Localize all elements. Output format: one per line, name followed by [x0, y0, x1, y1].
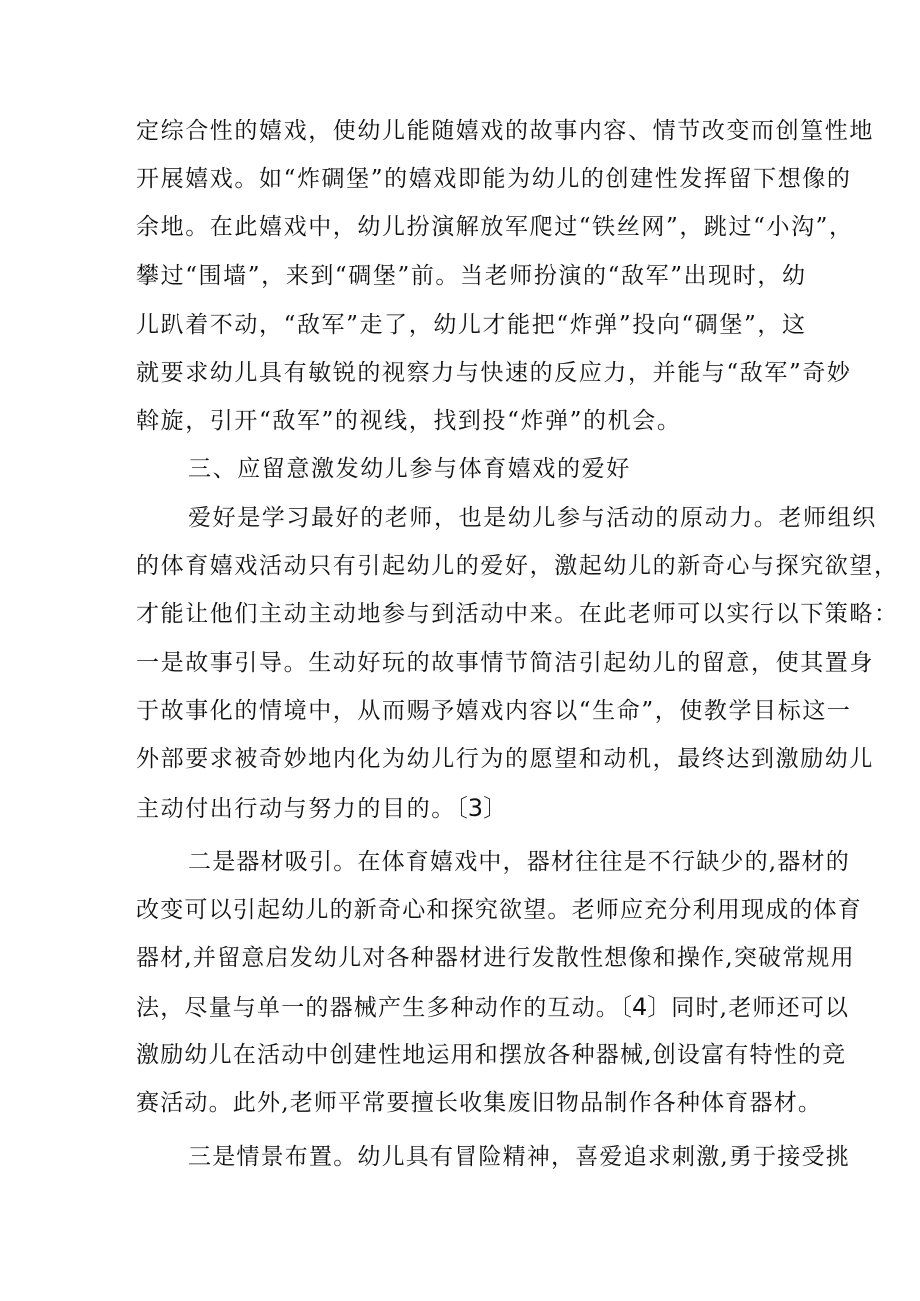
- paragraph-line: 激励幼儿在活动中创建性地运用和摆放各种器械,创设富有特性的竞: [136, 1042, 847, 1068]
- paragraph-text: 同时,老师还可以: [671, 995, 850, 1021]
- paragraph-line: 攀过“围墙”，来到“碉堡”前。当老师扮演的“敌军”出现时，幼: [136, 263, 807, 289]
- paragraph-line: 的体育嬉戏活动只有引起幼儿的爱好，激起幼儿的新奇心与探究欲望，: [136, 553, 899, 579]
- citation-reference: 〔4〕: [620, 993, 672, 1021]
- paragraph-line: 斡旋，引开“敌军”的视线，找到投“炸弹”的机会。: [136, 408, 682, 434]
- paragraph-line: 开展嬉戏。如“炸碉堡”的嬉戏即能为幼儿的创建性发挥留下想像的: [136, 166, 852, 192]
- citation-reference: 〔3〕: [455, 794, 508, 822]
- section-heading: 三、应留意激发幼儿参与体育嬉戏的爱好: [188, 456, 631, 482]
- paragraph-line: 二是器材吸引。在体育嬉戏中，器材往往是不行缺少的,器材的: [188, 849, 850, 875]
- paragraph-line: 才能让他们主动主动地参与到活动中来。在此老师可以实行以下策略：: [136, 601, 899, 627]
- paragraph-line: 三是情景布置。幼儿具有冒险精神，喜爱追求刺激,勇于接受挑: [188, 1144, 850, 1170]
- paragraph-line: 就要求幼儿具有敏锐的视察力与快速的反应力，并能与“敌军”奇妙: [136, 360, 852, 386]
- paragraph-line: 爱好是学习最好的老师，也是幼儿参与活动的原动力。老师组织: [188, 505, 877, 531]
- paragraph-text: 主动付出行动与努力的目的。: [136, 796, 456, 822]
- paragraph-line: 儿趴着不动，“敌军”走了，幼儿才能把“炸弹”投向“碉堡”，这: [136, 312, 807, 338]
- paragraph-line: 定综合性的嬉戏，使幼儿能随嬉戏的故事内容、情节改变而创篁性地: [136, 118, 874, 144]
- paragraph-line: [136, 788, 507, 828]
- paragraph-line: 外部要求被奇妙地内化为幼儿行为的愿望和动机，最终达到激励幼儿: [136, 746, 874, 772]
- paragraph-line: 余地。在此嬉戏中，幼儿扮演解放军爬过“铁丝网”，跳过“小沟”，: [136, 214, 854, 240]
- paragraph-line: 改变可以引起幼儿的新奇心和探究欲望。老师应充分利用现成的体育: [136, 897, 862, 923]
- paragraph-line: 于故事化的情境中，从而赐予嬉戏内容以“生命”，使教学目标这一: [136, 698, 852, 724]
- paragraph-text: 法，尽量与单一的器械产生多种动作的互动。: [136, 995, 620, 1021]
- paragraph-line: [136, 987, 849, 1027]
- paragraph-line: 赛活动。此外,老师平常要擅长收集废旧物品制作各种体育器材。: [136, 1090, 823, 1116]
- paragraph-line: 一是故事引导。生动好玩的故事情节简洁引起幼儿的留意，使其置身: [136, 650, 874, 676]
- paragraph-line: 器材,并留意启发幼儿对各种器材进行发散性想像和操作,突破常规用: [136, 945, 855, 971]
